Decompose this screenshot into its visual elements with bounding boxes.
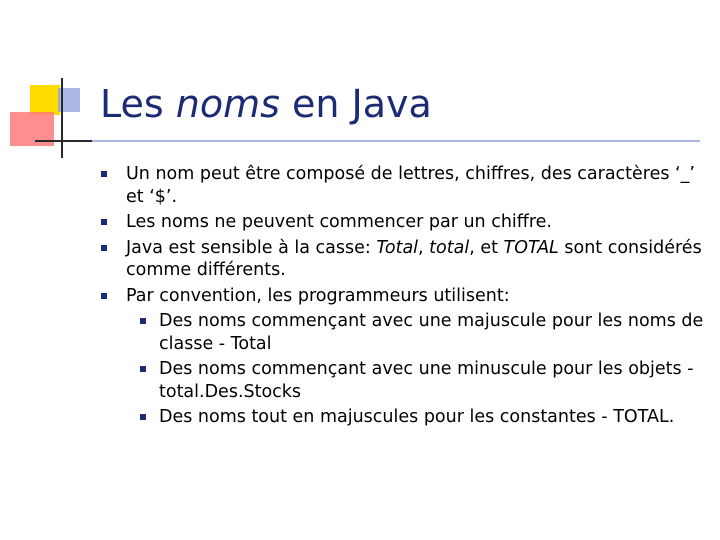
bullet-text: Par convention, les programmeurs utilisent:: [126, 285, 510, 306]
deco-yellow-square: [30, 85, 60, 115]
sub-bullet-text: Des noms tout en majuscules pour les constantes - TOTAL.: [159, 407, 675, 427]
square-bullet-icon: [140, 318, 146, 324]
square-bullet-icon: [140, 414, 146, 420]
bullet-item: [96, 163, 706, 208]
square-bullet-icon: [101, 293, 107, 299]
bullet-item: [96, 211, 706, 234]
bullet-text: Un nom peut être composé de lettres, chiffres, des caractères ‘_’ et ‘$’.: [126, 164, 695, 207]
square-bullet-icon: [101, 219, 107, 225]
sub-bullet-item: [96, 358, 706, 403]
sub-bullet-item: [96, 310, 706, 355]
title-suffix: en Java: [279, 82, 432, 126]
sub-bullet-text: Des noms commençant avec une minuscule pour les objets - total.Des.Stocks: [159, 359, 694, 402]
bullet-text-end: sont considérés comme différents.: [126, 237, 702, 280]
italic-term: total: [429, 237, 470, 258]
square-bullet-icon: [140, 366, 146, 372]
separator: ,: [418, 237, 430, 258]
square-bullet-icon: [101, 245, 107, 251]
title-prefix: Les: [100, 82, 176, 126]
sub-bullet-item: [96, 406, 706, 429]
separator: , et: [469, 237, 504, 258]
bullet-text-start: Java est sensible à la casse:: [126, 237, 377, 258]
italic-term: TOTAL: [503, 237, 559, 258]
bullet-item: [96, 237, 706, 282]
sub-bullet-text: Des noms commençant avec une majuscule pour les noms de classe - Total: [159, 311, 704, 354]
square-bullet-icon: [101, 171, 107, 177]
bullet-text: Les noms ne peuvent commencer par un chiffre.: [126, 212, 552, 232]
bullet-list: [96, 163, 706, 432]
slide-title: [100, 80, 432, 128]
italic-term: Total: [376, 237, 419, 258]
bullet-item: [96, 285, 706, 308]
title-emphasis: noms: [175, 82, 280, 126]
